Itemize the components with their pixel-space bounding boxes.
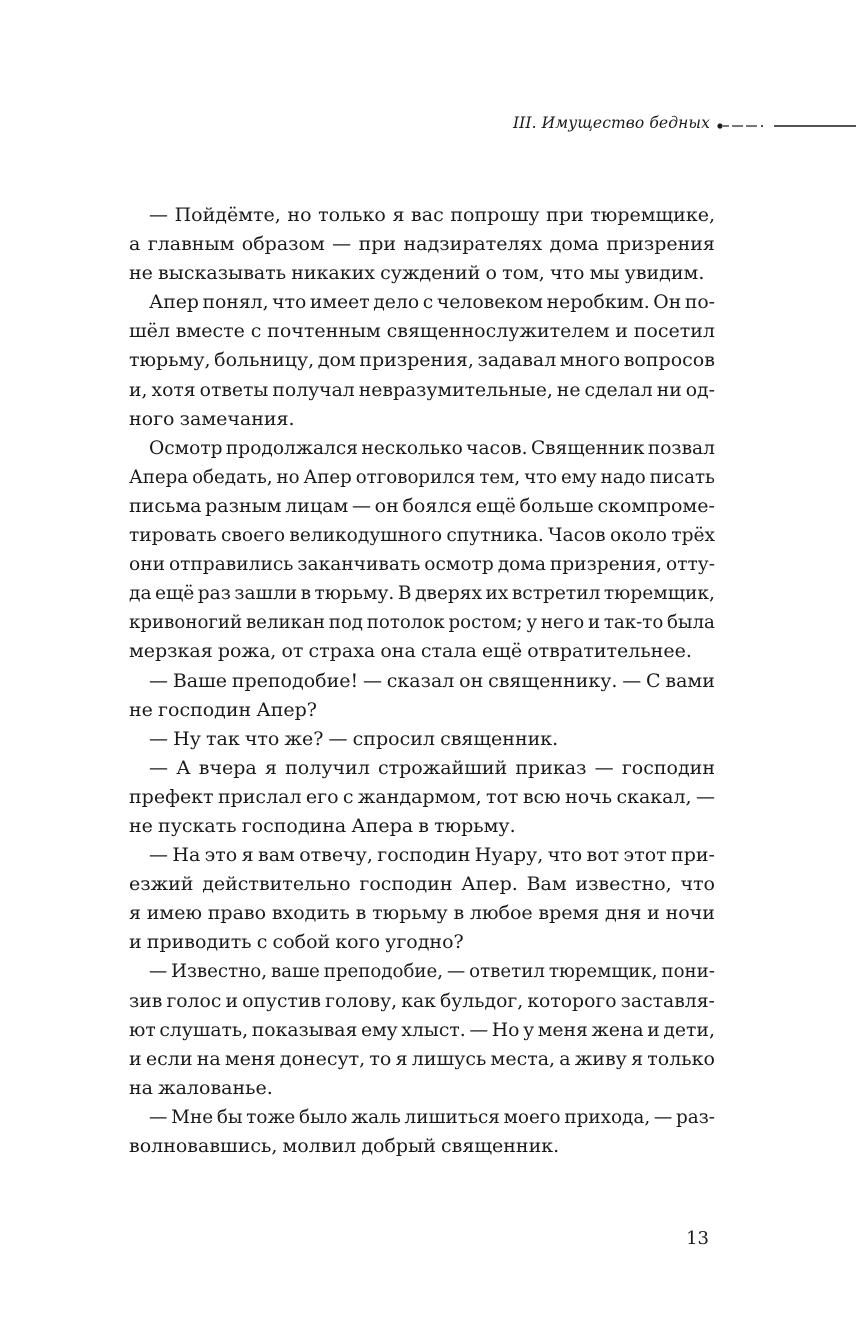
text-line: — Мне бы тоже было жаль лишиться моего прихода, — раз-: [149, 1106, 715, 1128]
text-line: и, хотя ответы получал невразумительные, не сделал ни од-: [129, 379, 715, 401]
text-line: да ещё раз зашли в тюрьму. В дверях их встретил тюремщик,: [129, 583, 715, 605]
text-line: и если на меня донесут, то я лишусь места, а живу я только: [129, 1047, 715, 1070]
text-line: — Ваше преподобие! — сказал он священнику. — С вами: [149, 669, 715, 692]
text-line: Апера обедать, но Апер отговорился тем, что ему надо писать: [129, 466, 715, 488]
text-line: и приводить с собой кого угодно?: [129, 931, 464, 954]
text-line: не высказывать никаких суждений о том, что мы увидим.: [129, 262, 705, 285]
text-line: я имею право входить в тюрьму в любое время дня и ночи: [129, 902, 715, 925]
text-line: не пускать господина Апера в тюрьму.: [129, 814, 516, 837]
text-line: волновавшись, молвил добрый священник.: [129, 1135, 560, 1157]
text-line: зив голос и опустив голову, как бульдог, которого заставля-: [129, 990, 715, 1012]
text-line: — Пойдёмте, но только я вас попрошу при тюремщике,: [149, 204, 715, 226]
text-line: ного замечания.: [129, 407, 295, 430]
header-ornament-rule: [716, 122, 856, 130]
text-line: на жалованье.: [129, 1076, 273, 1099]
text-line: — А вчера я получил строжайший приказ — господин: [149, 756, 715, 779]
text-line: письма разным лицам — он боялся ещё больше скомпроме-: [129, 494, 715, 517]
text-line: мерзкая рожа, от страха она стала ещё отвратительнее.: [129, 640, 692, 663]
text-line: — Известно, ваше преподобие, — ответил тюремщик, пони-: [149, 961, 715, 983]
page-number: 13: [686, 1228, 709, 1249]
text-line: шёл вместе с почтенным священнослужителем и посетил: [129, 320, 715, 343]
text-line: — Ну так что же? — спросил священник.: [149, 727, 559, 750]
text-line: они отправились заканчивать осмотр дома призрения, отту-: [129, 554, 715, 576]
text-line: ют слушать, показывая ему хлыст. — Но у меня жена и дети,: [129, 1019, 715, 1041]
text-line: префект прислал его с жандармом, тот всю ночь скакал, —: [129, 785, 715, 808]
text-line: тировать своего великодушного спутника. Часов около трёх: [129, 525, 715, 547]
running-header: III. Имущество бедных: [512, 114, 710, 132]
text-line: не господин Апер?: [129, 698, 317, 721]
text-line: а главным образом — при надзирателях дома призрения: [129, 233, 715, 256]
body-text: [129, 201, 715, 1161]
text-line: Апер понял, что имеет дело с человеком неробким. Он по-: [149, 292, 715, 314]
text-line: тюрьму, больницу, дом призрения, задавал много вопросов: [129, 349, 715, 372]
text-line: кривоногий великан под потолок ростом; у него и так-то была: [129, 612, 715, 634]
text-line: — На это я вам отвечу, господин Нуару, что вот этот при-: [149, 844, 715, 867]
text-line: Осмотр продолжался несколько часов. Священник позвал: [149, 437, 715, 459]
text-line: езжий действительно господин Апер. Вам известно, что: [129, 873, 715, 896]
